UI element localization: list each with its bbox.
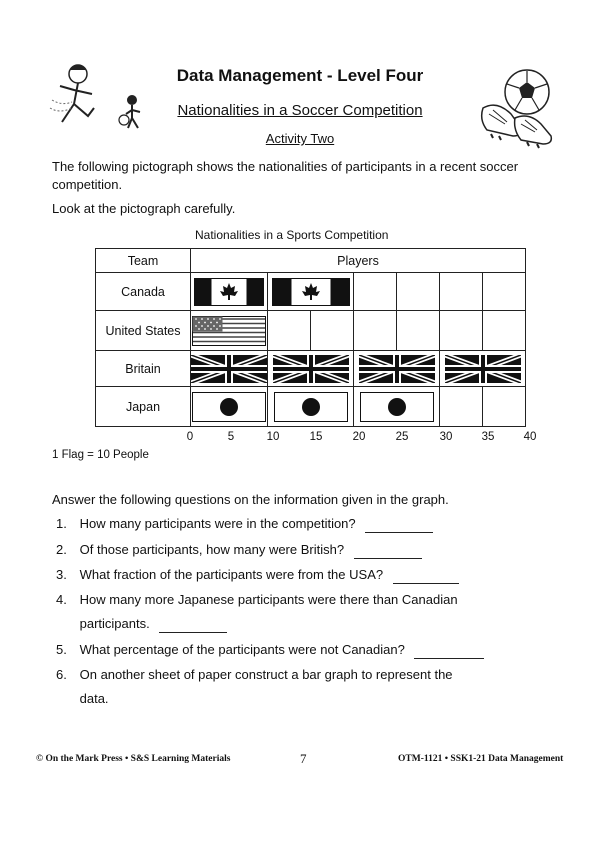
japan-flag-icon bbox=[192, 392, 266, 422]
question-4-continued bbox=[56, 615, 556, 633]
uk-flag-icon bbox=[445, 355, 521, 383]
team-label-canada: Canada bbox=[96, 273, 191, 311]
question-text: Of those participants, how many were British? bbox=[79, 542, 345, 557]
flag-cell bbox=[268, 273, 354, 311]
scale-ticks bbox=[0, 431, 600, 447]
flag-cell bbox=[354, 351, 440, 387]
flag-cell bbox=[354, 387, 440, 427]
canada-flag-icon bbox=[194, 278, 264, 306]
japan-flag-icon bbox=[274, 392, 348, 422]
pictograph-title: Nationalities in a Sports Competition bbox=[195, 228, 389, 242]
question-text: How many more Japanese participants were there than Canadian bbox=[79, 592, 458, 607]
answer-blank[interactable] bbox=[414, 658, 484, 659]
page-subtitle: Nationalities in a Soccer Competition bbox=[177, 102, 423, 119]
question-number: 2. bbox=[56, 542, 67, 557]
uk-flag-icon bbox=[273, 355, 349, 383]
question-number: 1. bbox=[56, 516, 67, 531]
question-number: 4. bbox=[56, 592, 67, 607]
team-label-united-states: United States bbox=[96, 311, 191, 351]
question-text: data. bbox=[79, 691, 109, 706]
pictograph-key: 1 Flag = 10 People bbox=[52, 449, 149, 461]
question-4 bbox=[56, 591, 556, 609]
canada-flag-icon bbox=[272, 278, 350, 306]
team-label-britain: Britain bbox=[96, 351, 191, 387]
question-text: What percentage of the participants were not Canadian? bbox=[79, 642, 405, 657]
answer-blank[interactable] bbox=[393, 583, 459, 584]
team-column-header: Team bbox=[96, 249, 191, 273]
intro-line-1: The following pictograph shows the nationalities of participants in a recent soccer bbox=[52, 159, 519, 174]
tick-label: 0 bbox=[186, 431, 194, 443]
flag-cell bbox=[191, 273, 268, 311]
flag-cell bbox=[191, 387, 268, 427]
tick-label: 5 bbox=[227, 431, 235, 443]
question-3 bbox=[56, 566, 556, 584]
tick-label: 20 bbox=[352, 431, 366, 443]
tick-label: 40 bbox=[523, 431, 537, 443]
question-text: How many participants were in the competition? bbox=[79, 516, 356, 531]
flag-cell bbox=[191, 311, 268, 351]
tick-label: 15 bbox=[309, 431, 323, 443]
table-row bbox=[96, 351, 526, 387]
tick-label: 30 bbox=[439, 431, 453, 443]
question-5 bbox=[56, 641, 556, 659]
answer-blank[interactable] bbox=[365, 532, 433, 533]
uk-flag-icon bbox=[191, 355, 267, 383]
flag-cell bbox=[268, 387, 354, 427]
answer-blank[interactable] bbox=[159, 632, 227, 633]
question-number: 6. bbox=[56, 667, 67, 682]
team-label-japan: Japan bbox=[96, 387, 191, 427]
question-1 bbox=[56, 515, 556, 533]
question-6 bbox=[56, 666, 556, 684]
players-column-header: Players bbox=[191, 249, 526, 273]
footer-product-code: OTM-1121 • SSK1-21 Data Management bbox=[398, 754, 564, 764]
table-row bbox=[96, 273, 526, 311]
question-6-continued bbox=[56, 690, 556, 708]
questions-intro: Answer the following questions on the information given in the graph. bbox=[52, 492, 449, 507]
table-row bbox=[96, 387, 526, 427]
activity-heading: Activity Two bbox=[265, 131, 335, 146]
question-text: participants. bbox=[79, 616, 150, 631]
flag-cell bbox=[440, 351, 526, 387]
answer-blank[interactable] bbox=[354, 558, 422, 559]
question-number: 3. bbox=[56, 567, 67, 582]
page-title: Data Management - Level Four bbox=[176, 66, 424, 85]
japan-flag-icon bbox=[360, 392, 434, 422]
flag-cell bbox=[191, 351, 268, 387]
us-flag-icon bbox=[192, 316, 266, 346]
question-number: 5. bbox=[56, 642, 67, 657]
question-text: What fraction of the participants were from the USA? bbox=[79, 567, 384, 582]
intro-line-3: Look at the pictograph carefully. bbox=[52, 201, 236, 216]
tick-label: 10 bbox=[266, 431, 280, 443]
intro-line-2: competition. bbox=[52, 177, 123, 192]
table-row bbox=[96, 311, 526, 351]
footer-publisher: © On the Mark Press • S&S Learning Materials bbox=[36, 754, 231, 764]
flag-cell bbox=[268, 351, 354, 387]
tick-label: 25 bbox=[395, 431, 409, 443]
question-text: On another sheet of paper construct a bar graph to represent the bbox=[79, 667, 453, 682]
tick-label: 35 bbox=[481, 431, 495, 443]
pictograph-table bbox=[95, 248, 526, 427]
page-number: 7 bbox=[300, 751, 307, 766]
question-2 bbox=[56, 541, 556, 559]
uk-flag-icon bbox=[359, 355, 435, 383]
